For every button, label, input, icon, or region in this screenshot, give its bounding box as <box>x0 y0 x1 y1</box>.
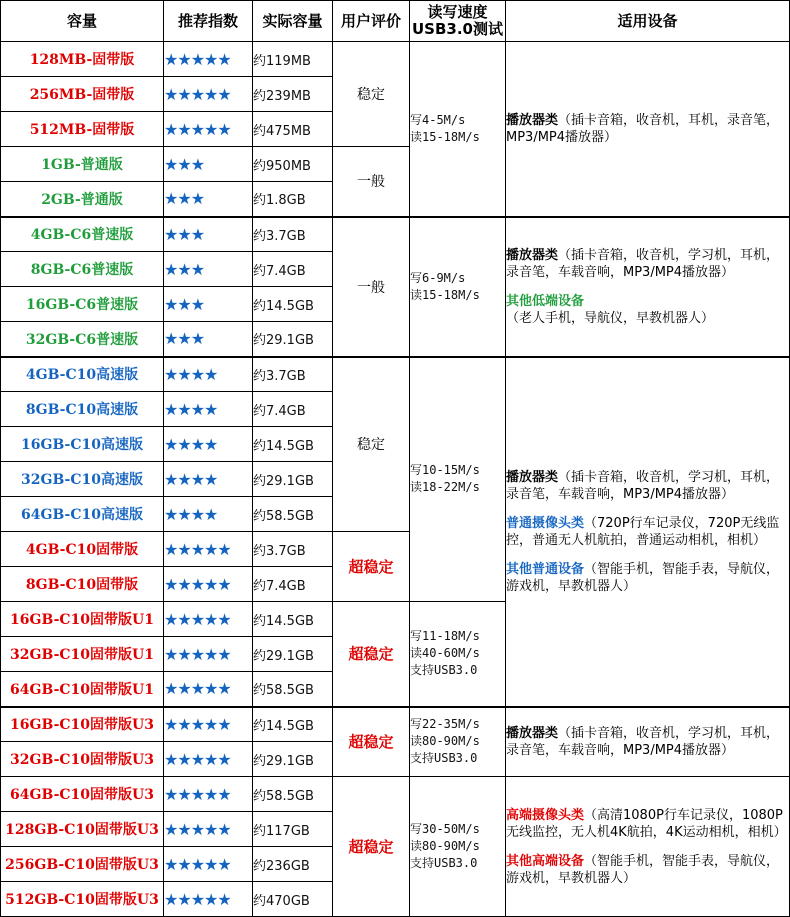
actual-capacity-cell: 约3.7GB <box>253 532 333 567</box>
actual-capacity-cell: 约236GB <box>253 847 333 882</box>
device-category: 播放器类 <box>506 112 559 128</box>
capacity-cell: 4GB-C6普速版 <box>1 217 164 252</box>
actual-capacity-cell: 约7.4GB <box>253 567 333 602</box>
stars-cell: ★★★★★ <box>164 77 253 112</box>
speed-cell <box>410 357 506 602</box>
stars-cell: ★★★★★ <box>164 777 253 812</box>
speed-line: 写30-50M/s <box>410 822 480 836</box>
stars-cell: ★★★★★ <box>164 672 253 707</box>
speed-line: 读15-18M/s <box>410 287 480 302</box>
device-category: 播放器类 <box>506 247 559 263</box>
device-list: （插卡音箱，收音机，学习机，耳机，录音笔，车载音响，MP3/MP4播放器） <box>506 469 780 502</box>
table-row <box>1 777 790 812</box>
stars-cell: ★★★★ <box>164 462 253 497</box>
capacity-cell: 16GB-C10高速版 <box>1 427 164 462</box>
rating-cell: 稳定 <box>333 357 410 532</box>
stars-cell: ★★★★★ <box>164 602 253 637</box>
actual-capacity-cell: 约29.1GB <box>253 637 333 672</box>
stars-cell: ★★★★★ <box>164 637 253 672</box>
stars-cell: ★★★★ <box>164 357 253 392</box>
device-list: （插卡音箱，收音机，耳机，录音笔，MP3/MP4播放器） <box>506 112 780 145</box>
speed-line: 写22-35M/s <box>410 717 480 732</box>
device-list: （插卡音箱，收音机，学习机，耳机，录音笔，车载音响，MP3/MP4播放器） <box>506 247 780 280</box>
speed-line: 读18-22M/s <box>410 480 480 495</box>
device-group <box>506 807 789 841</box>
device-list: （插卡音箱，收音机，学习机，耳机，录音笔，车载音响，MP3/MP4播放器） <box>506 725 780 758</box>
actual-capacity-cell: 约239MB <box>253 77 333 112</box>
capacity-cell: 2GB-普通版 <box>1 182 164 217</box>
speed-line: 支持USB3.0 <box>410 856 478 870</box>
actual-capacity-cell: 约29.1GB <box>253 462 333 497</box>
actual-capacity-cell: 约58.5GB <box>253 672 333 707</box>
stars-cell: ★★★★★ <box>164 742 253 777</box>
header-recommend: 推荐指数 <box>164 1 253 42</box>
actual-capacity-cell: 约58.5GB <box>253 777 333 812</box>
speed-cell <box>410 217 506 357</box>
speed-cell <box>410 42 506 217</box>
capacity-cell: 8GB-C10高速版 <box>1 392 164 427</box>
speed-line: 支持USB3.0 <box>410 751 478 766</box>
rating-cell: 超稳定 <box>333 707 410 777</box>
stars-cell: ★★★ <box>164 147 253 182</box>
table-row <box>1 42 790 77</box>
stars-cell: ★★★ <box>164 182 253 217</box>
device-group <box>506 853 789 887</box>
stars-cell: ★★★★ <box>164 497 253 532</box>
capacity-cell: 32GB-C10固带版U1 <box>1 637 164 672</box>
speed-line: 读80-90M/s <box>410 734 480 749</box>
capacity-cell: 64GB-C10固带版U3 <box>1 777 164 812</box>
speed-line: 写11-18M/s <box>410 629 480 644</box>
header-devices: 适用设备 <box>506 1 790 42</box>
actual-capacity-cell: 约14.5GB <box>253 427 333 462</box>
actual-capacity-cell: 约117GB <box>253 812 333 847</box>
device-category: 其他高端设备 <box>506 853 585 869</box>
stars-cell: ★★★★★ <box>164 567 253 602</box>
speed-cell <box>410 602 506 707</box>
device-category: 高端摄像头类 <box>506 807 585 823</box>
table-row <box>1 357 790 392</box>
device-group <box>506 725 789 759</box>
rating-cell: 一般 <box>333 147 410 217</box>
rating-cell: 超稳定 <box>333 532 410 602</box>
speed-line: 写6-9M/s <box>410 270 466 285</box>
capacity-cell: 32GB-C10高速版 <box>1 462 164 497</box>
header-row <box>1 1 790 42</box>
capacity-cell: 16GB-C10固带版U1 <box>1 602 164 637</box>
header-capacity: 容量 <box>1 1 164 42</box>
speed-line: 支持USB3.0 <box>410 663 478 678</box>
device-list: （720P行车记录仪，720P无线监控，普通无人机航拍，普通运动相机，相机） <box>506 515 780 548</box>
rating-cell: 稳定 <box>333 42 410 147</box>
actual-capacity-cell: 约3.7GB <box>253 217 333 252</box>
table-row <box>1 217 790 252</box>
capacity-cell: 64GB-C10高速版 <box>1 497 164 532</box>
rating-cell: 超稳定 <box>333 777 410 917</box>
device-group <box>506 469 789 503</box>
rating-cell: 超稳定 <box>333 602 410 707</box>
actual-capacity-cell: 约119MB <box>253 42 333 77</box>
stars-cell: ★★★★★ <box>164 847 253 882</box>
actual-capacity-cell: 约29.1GB <box>253 322 333 357</box>
capacity-cell: 256MB-固带版 <box>1 77 164 112</box>
stars-cell: ★★★ <box>164 322 253 357</box>
header-speed-line2: USB3.0测试 <box>412 20 503 38</box>
speed-cell <box>410 707 506 777</box>
device-group <box>506 293 789 327</box>
device-category: 其他普通设备 <box>506 561 585 577</box>
rating-cell: 一般 <box>333 217 410 357</box>
actual-capacity-cell: 约14.5GB <box>253 707 333 742</box>
capacity-cell: 256GB-C10固带版U3 <box>1 847 164 882</box>
speed-line: 读80-90M/s <box>410 839 480 853</box>
stars-cell: ★★★★★ <box>164 707 253 742</box>
header-speed <box>410 1 506 42</box>
device-group <box>506 515 789 549</box>
devices-cell <box>506 217 790 357</box>
device-list: （老人手机，导航仪，早教机器人） <box>506 310 715 326</box>
stars-cell: ★★★★★ <box>164 42 253 77</box>
actual-capacity-cell: 约29.1GB <box>253 742 333 777</box>
device-category: 普通摄像头类 <box>506 515 585 531</box>
device-list: （高清1080P行车记录仪，1080P无线监控，无人机4K航拍，4K运动相机，相机） <box>506 807 787 840</box>
devices-cell <box>506 777 790 917</box>
actual-capacity-cell: 约7.4GB <box>253 392 333 427</box>
capacity-cell: 8GB-C6普速版 <box>1 252 164 287</box>
stars-cell: ★★★ <box>164 287 253 322</box>
device-group <box>506 112 789 146</box>
speed-line: 写4-5M/s <box>410 112 466 127</box>
stars-cell: ★★★★★ <box>164 812 253 847</box>
stars-cell: ★★★ <box>164 252 253 287</box>
actual-capacity-cell: 约950MB <box>253 147 333 182</box>
capacity-cell: 128GB-C10固带版U3 <box>1 812 164 847</box>
stars-cell: ★★★★★ <box>164 882 253 917</box>
devices-cell <box>506 42 790 217</box>
capacity-cell: 32GB-C10固带版U3 <box>1 742 164 777</box>
capacity-cell: 16GB-C10固带版U3 <box>1 707 164 742</box>
device-group <box>506 247 789 281</box>
capacity-cell: 128MB-固带版 <box>1 42 164 77</box>
stars-cell: ★★★★★ <box>164 532 253 567</box>
device-category: 其他低端设备 <box>506 293 585 309</box>
devices-cell <box>506 707 790 777</box>
actual-capacity-cell: 约1.8GB <box>253 182 333 217</box>
header-user-rating: 用户评价 <box>333 1 410 42</box>
device-list: （智能手机，智能手表，导航仪，游戏机，早教机器人） <box>506 853 780 886</box>
devices-cell <box>506 357 790 707</box>
stars-cell: ★★★★ <box>164 392 253 427</box>
speed-line: 读40-60M/s <box>410 646 480 661</box>
stars-cell: ★★★★★ <box>164 112 253 147</box>
actual-capacity-cell: 约14.5GB <box>253 287 333 322</box>
capacity-cell: 8GB-C10固带版 <box>1 567 164 602</box>
capacity-cell: 512GB-C10固带版U3 <box>1 882 164 917</box>
actual-capacity-cell: 约14.5GB <box>253 602 333 637</box>
speed-cell <box>410 777 506 917</box>
capacity-cell: 64GB-C10固带版U1 <box>1 672 164 707</box>
header-actual-capacity: 实际容量 <box>253 1 333 42</box>
actual-capacity-cell: 约470GB <box>253 882 333 917</box>
speed-line: 写10-15M/s <box>410 463 480 478</box>
capacity-cell: 32GB-C6普速版 <box>1 322 164 357</box>
actual-capacity-cell: 约475MB <box>253 112 333 147</box>
capacity-cell: 1GB-普通版 <box>1 147 164 182</box>
capacity-cell: 16GB-C6普速版 <box>1 287 164 322</box>
capacity-cell: 4GB-C10高速版 <box>1 357 164 392</box>
speed-line: 读15-18M/s <box>410 129 480 144</box>
device-category: 播放器类 <box>506 469 559 485</box>
actual-capacity-cell: 约7.4GB <box>253 252 333 287</box>
device-group <box>506 561 789 595</box>
capacity-cell: 512MB-固带版 <box>1 112 164 147</box>
actual-capacity-cell: 约58.5GB <box>253 497 333 532</box>
actual-capacity-cell: 约3.7GB <box>253 357 333 392</box>
capacity-cell: 4GB-C10固带版 <box>1 532 164 567</box>
device-category: 播放器类 <box>506 725 559 741</box>
header-speed-line1: 读写速度 <box>427 3 488 21</box>
stars-cell: ★★★ <box>164 217 253 252</box>
device-list: （智能手机，智能手表，导航仪，游戏机，早教机器人） <box>506 561 780 594</box>
stars-cell: ★★★★ <box>164 427 253 462</box>
table-row <box>1 707 790 742</box>
